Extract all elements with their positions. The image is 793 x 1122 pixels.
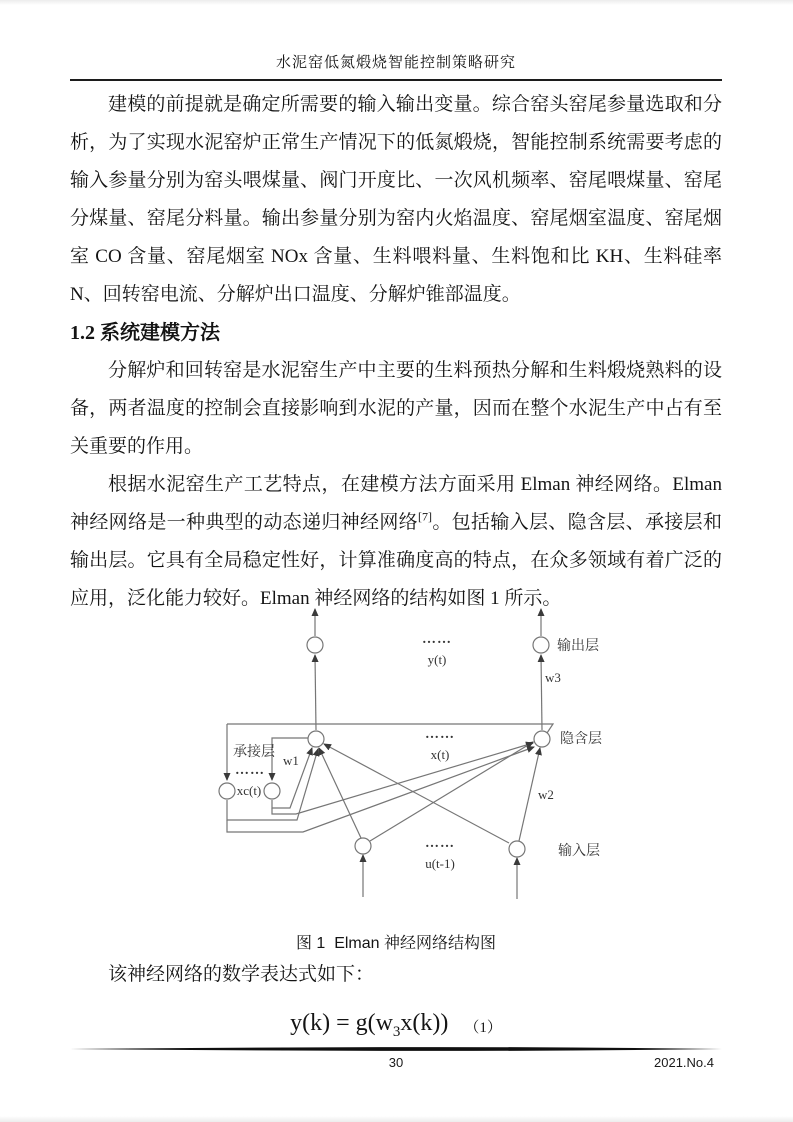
hidden-layer-label: 隐含层 [560, 730, 602, 746]
running-header [70, 52, 722, 81]
equation-1 [70, 1010, 722, 1041]
paragraph-elman-intro [70, 466, 722, 618]
page-number: 30 [388, 1055, 404, 1070]
input-node-right [509, 841, 525, 857]
equation-subscript: 3 [392, 1023, 401, 1040]
output-dots: …… [422, 632, 452, 647]
scan-edge-top [0, 0, 793, 5]
input-layer-label: 输入层 [558, 842, 600, 858]
output-node-left [307, 637, 323, 653]
elman-network-diagram [185, 600, 655, 908]
context-dots: …… [235, 763, 265, 778]
weight-w3-label: w3 [545, 670, 561, 685]
input-dots: …… [425, 836, 455, 851]
context-layer-label: 承接层 [233, 743, 275, 759]
hidden-dots: …… [425, 727, 455, 742]
figure-1-caption: 图 1 Elman 神经网络结构图 [295, 935, 497, 952]
weight-w1-label: w1 [283, 753, 299, 768]
input-vector-label: u(t-1) [425, 856, 455, 871]
equation-rhs: x(k)) [400, 1010, 449, 1036]
scan-edge-bottom [0, 1116, 793, 1122]
context-node-right [264, 783, 280, 799]
paragraph-inputs-outputs: 建模的前提就是确定所需要的输入输出变量。综合窑头窑尾参量选取和分析，为了实现水泥窑炉正常生产情况下的低氮煅烧，智能控制系统需要考虑的输入参量分别为窑头喂煤量、阀门开度比、一次风机频率、窑尾喂煤量、窑尾分煤量、窑尾分料量。输出参量分别为窑内火焰温度、窑尾烟室温度、窑尾烟室 CO 含量、窑尾烟室 NOx 含量、生料喂料量、生料饱和比 KH、生料硅率 N、回转窑电流、分解炉出口温度、分解炉锥部温度。 [70, 94, 722, 305]
section-heading-1-2: 1.2 系统建模方法 [70, 322, 220, 344]
input-node-left [355, 838, 371, 854]
equation-lhs: y(k) = g(w [290, 1010, 393, 1036]
hidden-node-left [308, 731, 324, 747]
page-footer [70, 1046, 722, 1070]
diagram-labels [233, 632, 602, 871]
weight-w2-label: w2 [538, 787, 554, 802]
citation-ref-7: [7] [417, 509, 432, 524]
output-vector-label: y(t) [427, 652, 447, 667]
para3-text-before-ref: 根据水泥窑生产工艺特点，在建模方法方面采用 Elman 神经网络。Elman 神经网络是一种典型的动态递归神经网络 [70, 474, 722, 533]
paragraph-formula-lead: 该神经网络的数学表达式如下： [108, 964, 375, 985]
output-layer-label: 输出层 [557, 637, 599, 653]
footer-rule [70, 1046, 722, 1052]
diagram-edges [227, 609, 553, 899]
output-node-right [533, 637, 549, 653]
para3-text-after-ref: 。包括输入层、隐含层、承接层和输出层。它具有全局稳定性好，计算准确度高的特点，在众多领域有着广泛的应用，泛化能力较好。Elman 神经网络的结构如图 1 所示。 [70, 512, 722, 609]
context-node-left [219, 783, 235, 799]
hidden-vector-label: x(t) [430, 747, 450, 762]
issue-label: 2021.No.4 [654, 1055, 714, 1070]
footer-texts [70, 1055, 722, 1070]
context-vector-label: xc(t) [236, 783, 262, 798]
paragraph-kiln-importance: 分解炉和回转窑是水泥窑生产中主要的生料预热分解和生料煅烧熟料的设备，两者温度的控制会直接影响到水泥的产量，因而在整个水泥生产中占有至关重要的作用。 [70, 360, 722, 457]
hidden-node-right [534, 731, 550, 747]
header-title: 水泥窑低氮煅烧智能控制策略研究 [275, 55, 516, 71]
equation-number: （1） [464, 1020, 502, 1036]
